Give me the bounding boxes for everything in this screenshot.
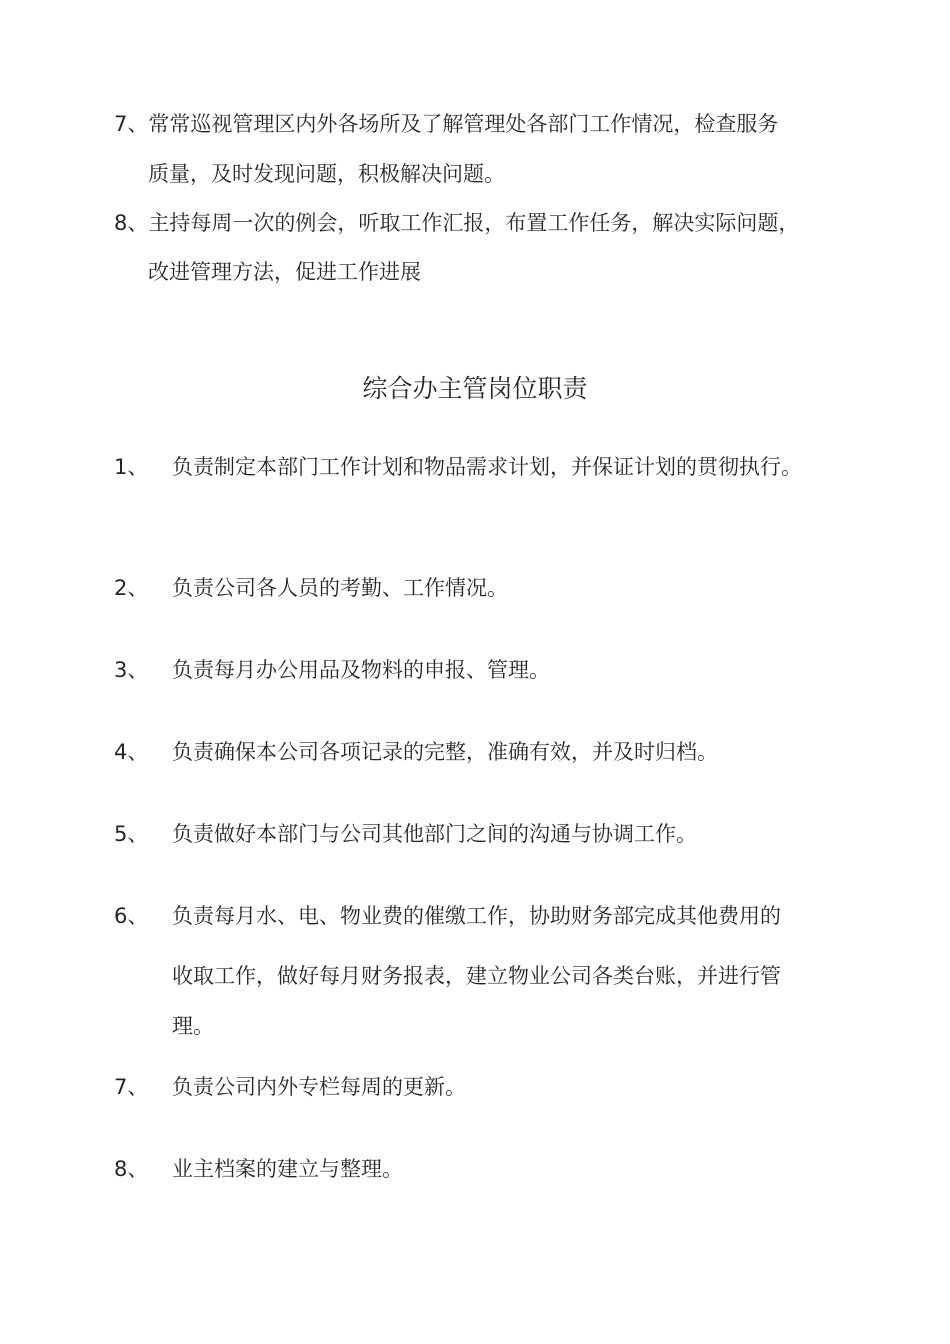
top-item-7-text: 常常巡视管理区内外各场所及了解管理处各部门工作情况，检查服务 <box>148 112 779 136</box>
duty-text-line-1: 负责每月水、电、物业费的催缴工作，协助财务部完成其他费用的 <box>172 904 781 928</box>
top-item-7-line-2: 质量，及时发现问题，积极解决问题。 <box>148 162 505 186</box>
duty-text: 负责制定本部门工作计划和物品需求计划，并保证计划的贯彻执行。 <box>172 455 802 479</box>
duty-text-line-2: 收取工作，做好每月财务报表，建立物业公司各类台账，并进行管 <box>172 964 781 988</box>
top-item-8-line-2: 改进管理方法，促进工作进展 <box>148 260 421 284</box>
top-item-8-text: 主持每周一次的例会，听取工作汇报，布置工作任务，解决实际问题， <box>148 211 800 235</box>
duty-number: 6、 <box>114 904 149 928</box>
top-item-7-number: 7、 <box>114 112 149 136</box>
duty-text-line-3: 理。 <box>172 1014 214 1038</box>
duty-number: 1、 <box>114 455 149 479</box>
duty-text: 负责公司各人员的考勤、工作情况。 <box>172 576 508 600</box>
section-title: 综合办主管岗位职责 <box>362 374 588 403</box>
duty-text: 负责确保本公司各项记录的完整，准确有效，并及时归档。 <box>172 740 718 764</box>
duty-number: 7、 <box>114 1075 149 1099</box>
duty-number: 3、 <box>114 658 149 682</box>
duty-number: 5、 <box>114 822 149 846</box>
duty-text: 业主档案的建立与整理。 <box>172 1157 403 1181</box>
duty-number: 4、 <box>114 740 149 764</box>
duty-text: 负责做好本部门与公司其他部门之间的沟通与协调工作。 <box>172 822 697 846</box>
top-item-8-line-1 <box>114 209 799 237</box>
duty-text: 负责每月办公用品及物料的申报、管理。 <box>172 658 550 682</box>
duty-number: 8、 <box>114 1157 149 1181</box>
top-item-8-number: 8、 <box>114 211 149 235</box>
top-item-7-line-1 <box>114 110 778 138</box>
duty-number: 2、 <box>114 576 149 600</box>
duty-text: 负责公司内外专栏每周的更新。 <box>172 1075 466 1099</box>
